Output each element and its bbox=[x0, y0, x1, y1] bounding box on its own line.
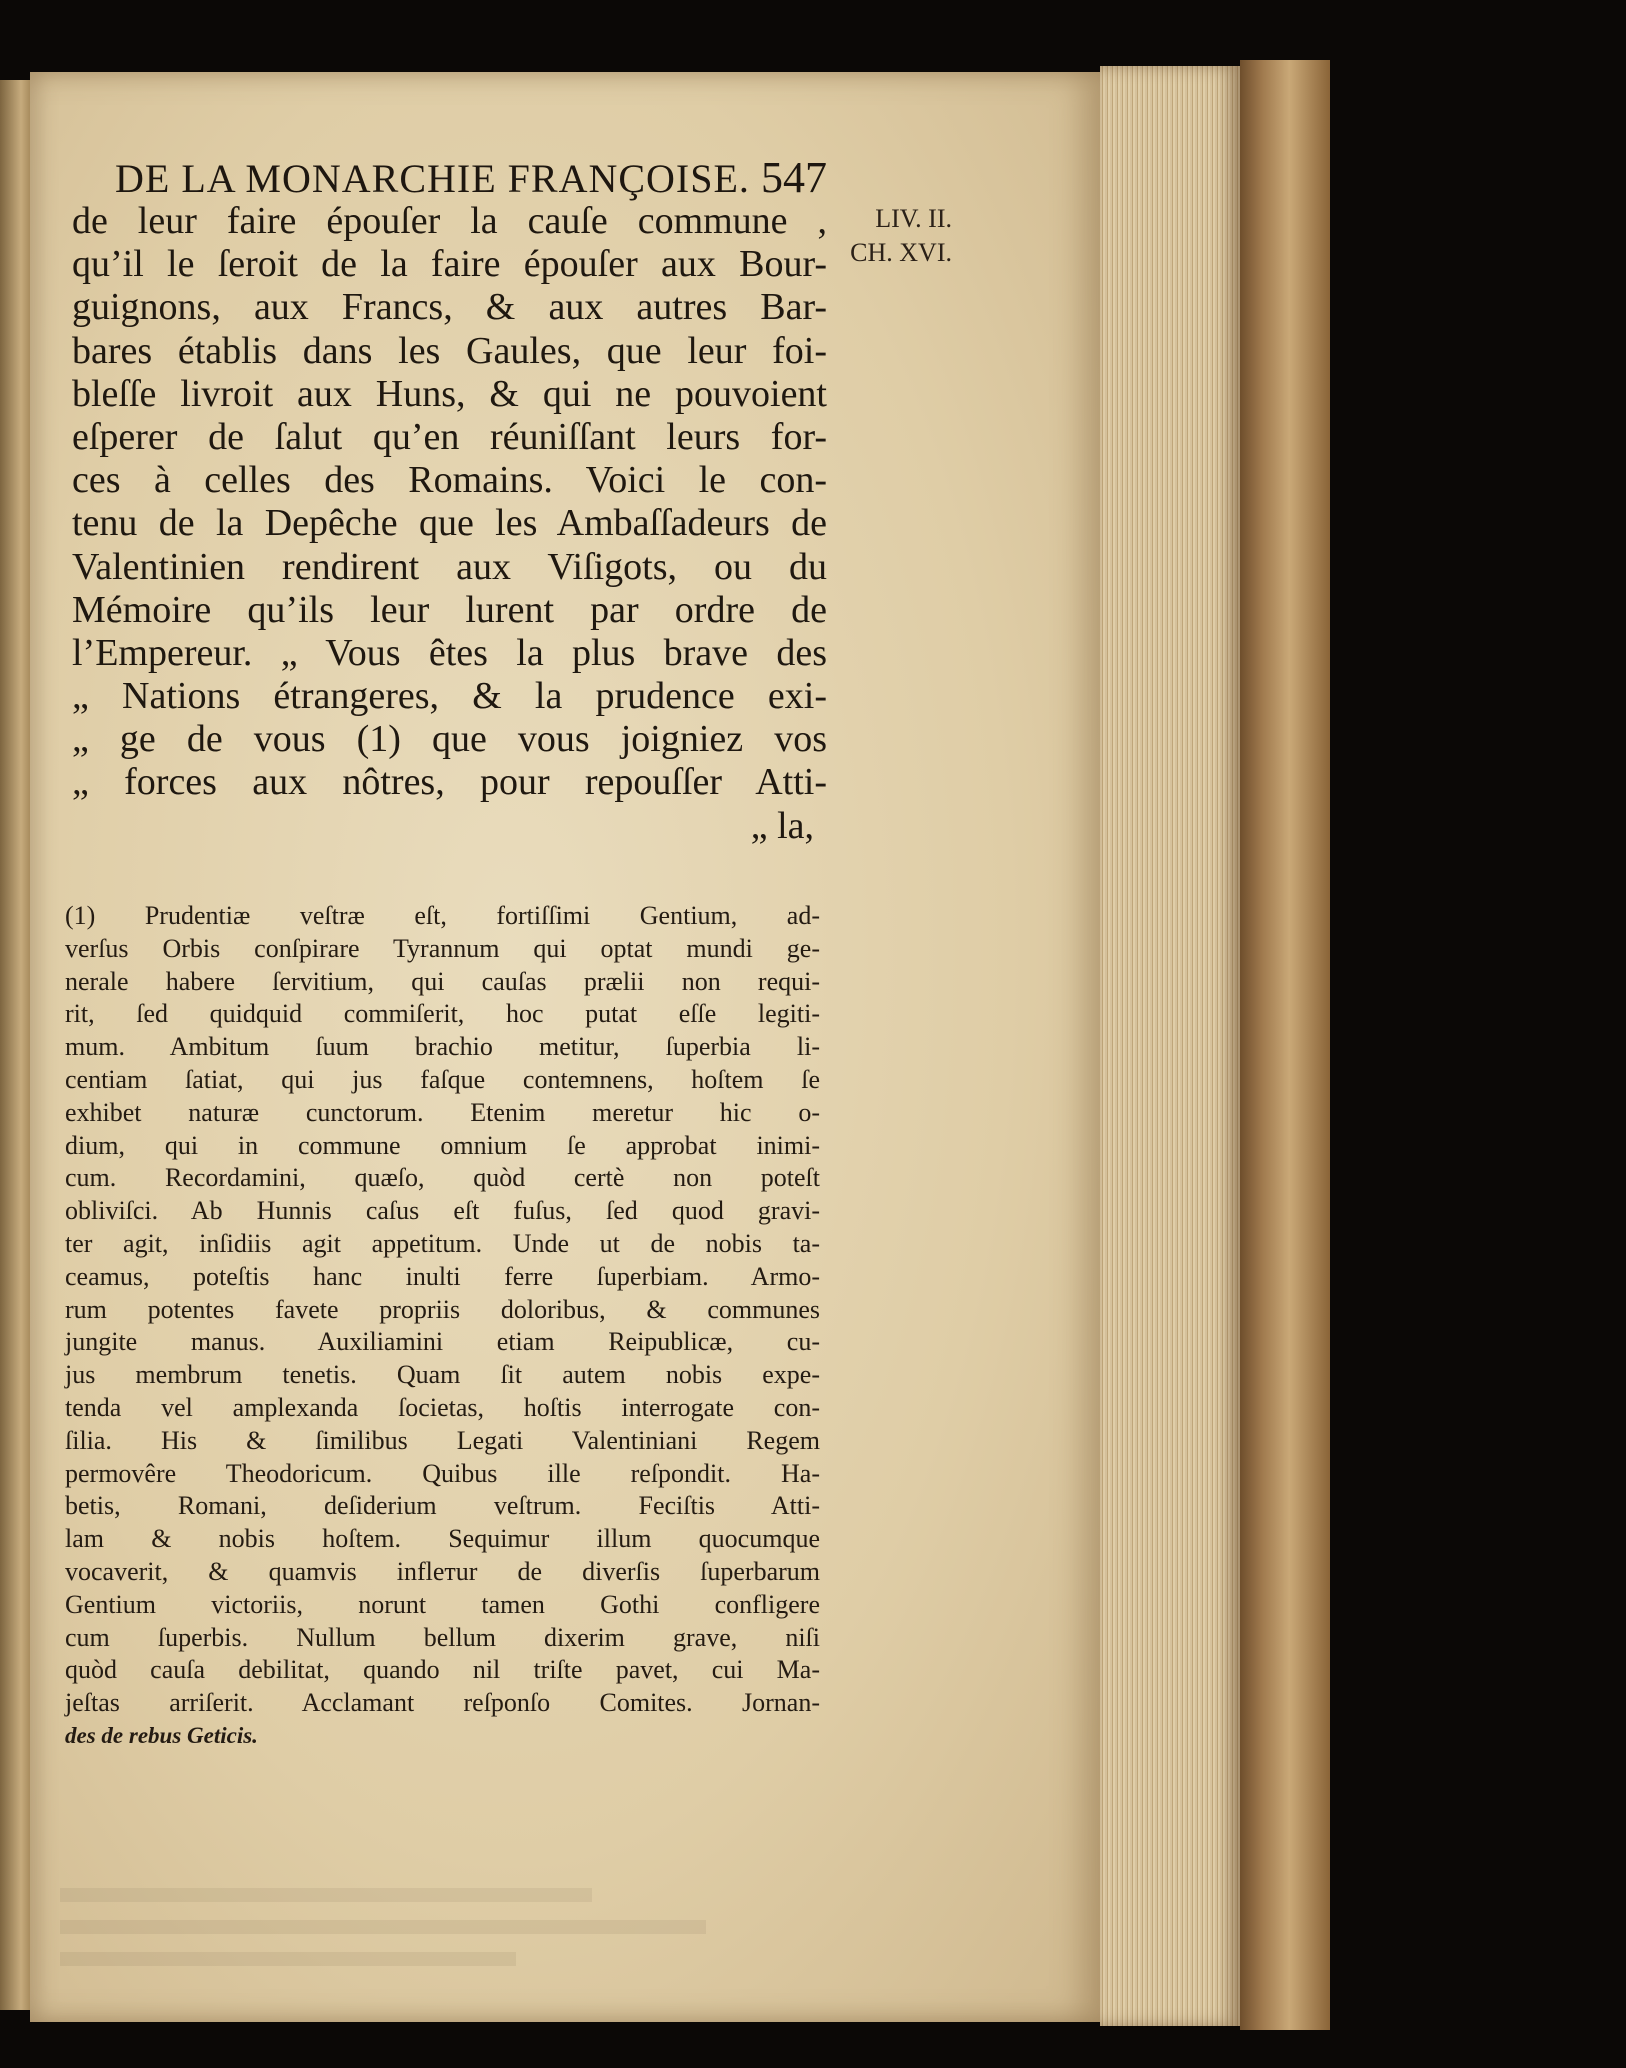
text-line: bleſſe livroit aux Huns, & qui ne pouvoient bbox=[72, 372, 827, 415]
footnote-line: dium, qui in commune omnium ſe approbat inimi- bbox=[65, 1130, 820, 1160]
page-fore-edge bbox=[1100, 66, 1240, 2026]
footnote-line: ceamus, poteſtis hanc inulti ferre ſuperbiam. Armo- bbox=[65, 1261, 820, 1291]
text-line: eſperer de ſalut qu’en réuniſſant leurs for- bbox=[72, 415, 827, 458]
footnote-line: betis, Romani, deſiderium veſtrum. Feciſtis Atti- bbox=[65, 1491, 820, 1521]
text-line: qu’il le ſeroit de la faire épouſer aux Bour- bbox=[72, 243, 827, 286]
text-line: guignons, aux Francs, & aux autres Bar- bbox=[72, 286, 827, 329]
footnote-line: permovêre Theodoricum. Quibus ille reſpondit. Ha- bbox=[65, 1458, 820, 1488]
footnote bbox=[65, 900, 820, 1753]
text-line: tenu de la Depêche que les Ambaſſadeurs de bbox=[72, 502, 827, 545]
footnote-line: ter agit, inſidiis agit appetitum. Unde ut de nobis ta- bbox=[65, 1228, 820, 1258]
footnote-line: quòd cauſa debilitat, quando nil triſte pavet, cui Ma- bbox=[65, 1655, 820, 1685]
footnote-line: jungite manus. Auxiliamini etiam Reipublicæ, cu- bbox=[65, 1327, 820, 1357]
text-line: „ forces aux nôtres, pour repouſſer Atti- bbox=[72, 761, 827, 804]
marginal-note-book: LIV. II. bbox=[875, 204, 952, 233]
main-text bbox=[72, 200, 827, 848]
page-number: 547 bbox=[761, 153, 827, 202]
footnote-source: des de rebus Geticis. bbox=[65, 1722, 258, 1748]
text-line: l’Empereur. „ Vous êtes la plus brave des bbox=[72, 631, 827, 674]
previous-page-edge bbox=[0, 80, 30, 2010]
text-line: „ ge de vous (1) que vous joigniez vos bbox=[72, 718, 827, 761]
footnote-line: jeſtas arriſerit. Acclamant reſponſo Comites. Jornan- bbox=[65, 1688, 820, 1718]
footnote-line: ſilia. His & ſimilibus Legati Valentiniani Regem bbox=[65, 1425, 820, 1455]
text-line: de leur faire épouſer la cauſe commune , bbox=[72, 200, 827, 242]
footnote-line: cum. Recordamini, quæſo, quòd certè non poteſt bbox=[65, 1163, 820, 1193]
footnote-line: obliviſci. Ab Hunnis caſus eſt fuſus, ſed quod gravi- bbox=[65, 1196, 820, 1226]
text-line: „ Nations étrangeres, & la prudence exi- bbox=[72, 675, 827, 718]
footnote-line: jus membrum tenetis. Quam ſit autem nobis expe- bbox=[65, 1360, 820, 1390]
footnote-line: cum ſuperbis. Nullum bellum dixerim grave, niſi bbox=[65, 1622, 820, 1652]
footnote-line: Gentium victoriis, norunt tamen Gothi confligere bbox=[65, 1589, 820, 1619]
footnote-line: lam & nobis hoſtem. Sequimur illum quocumque bbox=[65, 1524, 820, 1554]
marginal-note-chapter: CH. XVI. bbox=[850, 238, 952, 267]
text-line: Mémoire qu’ils leur lurent par ordre de bbox=[72, 588, 827, 631]
footnote-line: mum. Ambitum ſuum brachio metitur, ſuperbia li- bbox=[65, 1032, 820, 1062]
footnote-line: vocaverit, & quamvis inflетur de diverſis ſuperbarum bbox=[65, 1556, 820, 1586]
footnote-line: centiam ſatiat, qui jus faſque contemnens, hoſtem ſe bbox=[65, 1064, 820, 1094]
text-line: ces à celles des Romains. Voici le con- bbox=[72, 459, 827, 502]
footnote-line: tenda vel amplexanda ſocietas, hoſtis interrogate con- bbox=[65, 1392, 820, 1422]
book-cover-edge bbox=[1240, 60, 1330, 2030]
text-line: bares établis dans les Gaules, que leur foi- bbox=[72, 329, 827, 372]
show-through-text bbox=[60, 1870, 820, 1990]
page-header bbox=[115, 152, 827, 203]
footnote-line: rum potentes favete propriis doloribus, & communes bbox=[65, 1294, 820, 1324]
footnote-line: (1) Prudentiæ veſtræ eſt, fortiſſimi Gentium, ad- bbox=[65, 901, 820, 930]
running-title: DE LA MONARCHIE FRANÇOISE. bbox=[115, 156, 750, 201]
text-line: Valentinien rendirent aux Viſigots, ou du bbox=[72, 545, 827, 588]
footnote-line: exhibet naturæ cunctorum. Etenim meretur hic o- bbox=[65, 1097, 820, 1127]
footnote-line: verſus Orbis conſpirare Tyrannum qui optat mundi ge- bbox=[65, 933, 820, 963]
catchword-line: „ la, bbox=[750, 804, 814, 847]
footnote-line: nerale habere ſervitium, qui cauſas prælii non requi- bbox=[65, 966, 820, 996]
footnote-line: rit, ſed quidquid commiſerit, hoc putat eſſe legiti- bbox=[65, 999, 820, 1029]
